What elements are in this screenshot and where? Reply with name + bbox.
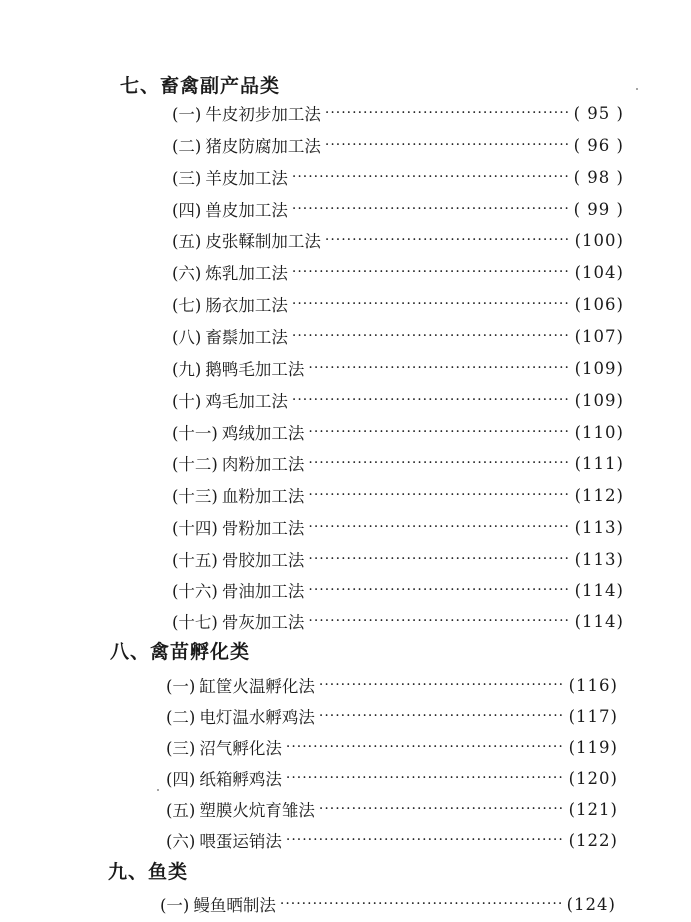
toc-entry[interactable] <box>166 702 618 730</box>
entry-title: 牛皮初步加工法 <box>205 105 321 124</box>
toc-entry[interactable] <box>172 513 624 541</box>
entry-title: 骨胶加工法 <box>221 551 305 570</box>
entry-page: (112) <box>574 485 624 505</box>
toc-entry[interactable] <box>172 258 624 286</box>
entry-title: 鸡绒加工法 <box>221 424 305 443</box>
dot-leader <box>325 131 570 159</box>
entry-number: (一) <box>160 896 190 915</box>
entry-page: (109) <box>574 358 624 378</box>
entry-number: (十六) <box>172 582 218 601</box>
dot-leader <box>308 354 570 382</box>
toc-entry[interactable] <box>172 195 624 223</box>
entry-title: 电灯温水孵鸡法 <box>199 708 315 727</box>
entry-title: 血粉加工法 <box>221 487 305 506</box>
toc-entry[interactable] <box>166 826 618 854</box>
entry-page: (104) <box>574 262 624 282</box>
dot-leader <box>286 826 565 854</box>
dot-leader <box>286 764 565 792</box>
dot-leader <box>292 195 570 223</box>
entry-page: ( 99 ) <box>573 199 624 219</box>
toc-entry[interactable] <box>166 671 618 699</box>
entry-number: (三) <box>166 739 196 758</box>
entry-number: (二) <box>172 137 202 156</box>
entry-number: (四) <box>172 201 202 220</box>
toc-entry[interactable] <box>160 890 616 918</box>
dot-leader <box>308 513 570 541</box>
entry-title: 骨灰加工法 <box>221 613 305 632</box>
entry-title: 喂蛋运销法 <box>199 832 282 851</box>
entry-title: 鳗鱼晒制法 <box>193 896 276 915</box>
entry-page: (113) <box>574 549 624 569</box>
toc-entry[interactable] <box>166 795 618 823</box>
entry-title: 猪皮防腐加工法 <box>205 137 321 156</box>
dot-leader <box>286 733 565 761</box>
entry-number: (一) <box>166 677 196 696</box>
entry-title: 肠衣加工法 <box>205 296 288 315</box>
entry-title: 缸筐火温孵化法 <box>199 677 315 696</box>
toc-entry[interactable] <box>172 354 624 382</box>
entry-page: (122) <box>568 830 618 850</box>
entry-number: (十一) <box>172 424 218 443</box>
entry-number: (八) <box>172 328 202 347</box>
toc-entry[interactable] <box>172 386 624 414</box>
entry-number: (七) <box>172 296 202 315</box>
toc-entry[interactable] <box>172 418 624 446</box>
entry-page: (106) <box>574 294 624 314</box>
entry-number: (二) <box>166 708 196 727</box>
entry-page: (109) <box>574 390 624 410</box>
entry-page: (114) <box>574 611 624 631</box>
entry-number: (一) <box>172 105 202 124</box>
toc-entry[interactable] <box>172 545 624 573</box>
entry-page: (117) <box>568 706 618 726</box>
entry-page: (119) <box>568 737 618 757</box>
entry-title: 炼乳加工法 <box>205 264 288 283</box>
entry-number: (十五) <box>172 551 218 570</box>
entry-page: ( 98 ) <box>573 167 624 187</box>
dot-leader <box>292 258 571 286</box>
toc-entry[interactable] <box>172 131 624 159</box>
toc-entry[interactable] <box>172 226 624 254</box>
entry-title: 鸡毛加工法 <box>205 392 288 411</box>
entry-page: ( 96 ) <box>573 135 624 155</box>
entry-page: (113) <box>574 517 624 537</box>
toc-entry[interactable] <box>172 481 624 509</box>
toc-entry[interactable] <box>172 607 624 635</box>
dot-leader <box>308 607 570 635</box>
dot-leader <box>292 290 571 318</box>
dot-leader <box>292 386 571 414</box>
entry-page: (121) <box>568 799 618 819</box>
entry-number: (四) <box>166 770 196 789</box>
toc-entry[interactable] <box>172 163 624 191</box>
toc-entry[interactable] <box>172 322 624 350</box>
entry-title: 兽皮加工法 <box>205 201 288 220</box>
entry-page: (100) <box>574 230 624 250</box>
section-heading: 八、禽苗孵化类 <box>110 641 251 663</box>
entry-page: (116) <box>568 675 618 695</box>
entry-title: 沼气孵化法 <box>199 739 282 758</box>
entry-number: (十三) <box>172 487 218 506</box>
section-heading: 九、鱼类 <box>108 861 189 883</box>
dot-leader <box>308 481 570 509</box>
toc-entry[interactable] <box>172 99 624 127</box>
toc-entry[interactable] <box>172 449 624 477</box>
entry-number: (五) <box>166 801 196 820</box>
scan-speck <box>636 88 638 90</box>
entry-number: (十四) <box>172 519 218 538</box>
dot-leader <box>319 671 565 699</box>
dot-leader <box>319 795 565 823</box>
dot-leader <box>325 226 571 254</box>
dot-leader <box>280 890 563 918</box>
dot-leader <box>308 576 570 604</box>
dot-leader <box>308 449 570 477</box>
toc-entry[interactable] <box>172 576 624 604</box>
entry-title: 塑膜火炕育雏法 <box>199 801 315 820</box>
section-heading: 七、畜禽副产品类 <box>120 75 281 97</box>
entry-title: 肉粉加工法 <box>221 455 305 474</box>
entry-page: (110) <box>574 422 624 442</box>
entry-number: (十) <box>172 392 202 411</box>
toc-entry[interactable] <box>172 290 624 318</box>
entry-page: (124) <box>566 894 616 914</box>
entry-title: 骨油加工法 <box>221 582 305 601</box>
toc-entry[interactable] <box>166 764 618 792</box>
entry-title: 羊皮加工法 <box>205 169 288 188</box>
dot-leader <box>308 418 570 446</box>
entry-title: 鹅鸭毛加工法 <box>205 360 305 379</box>
entry-title: 皮张鞣制加工法 <box>205 232 321 251</box>
entry-title: 骨粉加工法 <box>221 519 305 538</box>
entry-page: (114) <box>574 580 624 600</box>
entry-title: 纸箱孵鸡法 <box>199 770 282 789</box>
toc-entry[interactable] <box>166 733 618 761</box>
entry-page: (120) <box>568 768 618 788</box>
entry-number: (五) <box>172 232 202 251</box>
entry-number: (十二) <box>172 455 218 474</box>
dot-leader <box>292 163 570 191</box>
entry-page: ( 95 ) <box>573 103 624 123</box>
entry-page: (107) <box>574 326 624 346</box>
entry-number: (十七) <box>172 613 218 632</box>
dot-leader <box>308 545 570 573</box>
dot-leader <box>319 702 565 730</box>
entry-page: (111) <box>574 453 624 473</box>
scan-speck <box>157 789 159 791</box>
entry-number: (三) <box>172 169 202 188</box>
entry-number: (九) <box>172 360 202 379</box>
dot-leader <box>325 99 570 127</box>
dot-leader <box>292 322 571 350</box>
entry-number: (六) <box>166 832 196 851</box>
entry-number: (六) <box>172 264 202 283</box>
entry-title: 畜鬃加工法 <box>205 328 288 347</box>
